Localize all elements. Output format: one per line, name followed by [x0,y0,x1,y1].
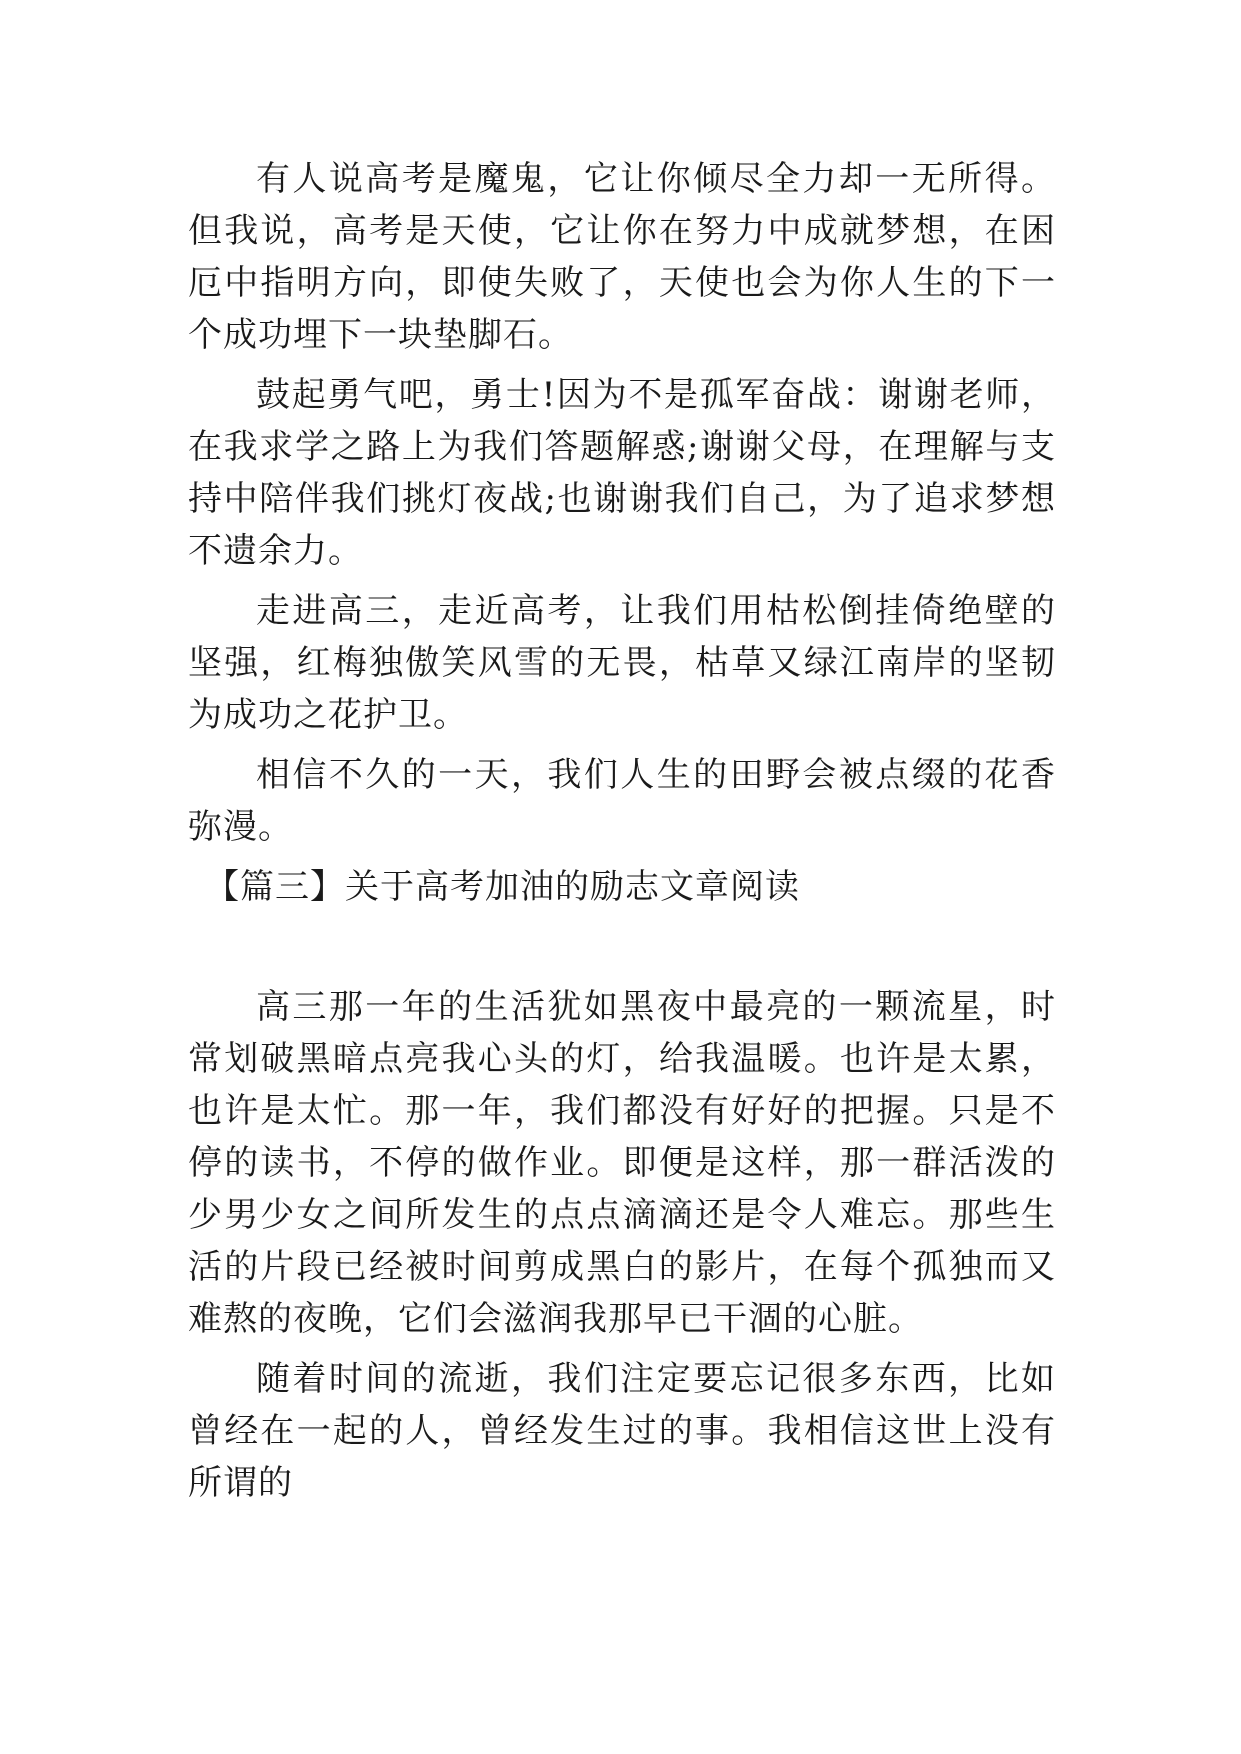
paragraph: 有人说高考是魔鬼，它让你倾尽全力却一无所得。但我说，高考是天使，它让你在努力中成就梦想，在困厄中指明方向，即使失败了，天使也会为你人生的下一个成功埋下一块垫脚石。 [188,159,1056,355]
paragraph: 高三那一年的生活犹如黑夜中最亮的一颗流星，时常划破黑暗点亮我心头的灯，给我温暖。也许是太累，也许是太忙。那一年，我们都没有好好的把握。只是不停的读书，不停的做作业。即便是这样，那一群活泼的少男少女之间所发生的点点滴滴还是令人难忘。那些生活的片段已经被时间剪成黑白的影片，在每个孤独而又难熬的夜晚，它们会滋润我那早已干涸的心脏。 [188,987,1056,1339]
paragraph: 走进高三，走近高考，让我们用枯松倒挂倚绝壁的坚强，红梅独傲笑风雪的无畏，枯草又绿江南岸的坚韧为成功之花护卫。 [188,591,1056,735]
section-heading: 【篇三】关于高考加油的励志文章阅读 [205,867,800,907]
paragraph: 相信不久的一天，我们人生的田野会被点缀的花香弥漫。 [188,755,1056,847]
paragraph: 鼓起勇气吧，勇士!因为不是孤军奋战：谢谢老师，在我求学之路上为我们答题解惑;谢谢父母，在理解与支持中陪伴我们挑灯夜战;也谢谢我们自己，为了追求梦想不遗余力。 [188,375,1056,571]
paragraph: 随着时间的流逝，我们注定要忘记很多东西，比如曾经在一起的人，曾经发生过的事。我相信这世上没有所谓的 [188,1359,1056,1503]
document-body [188,153,1056,1517]
